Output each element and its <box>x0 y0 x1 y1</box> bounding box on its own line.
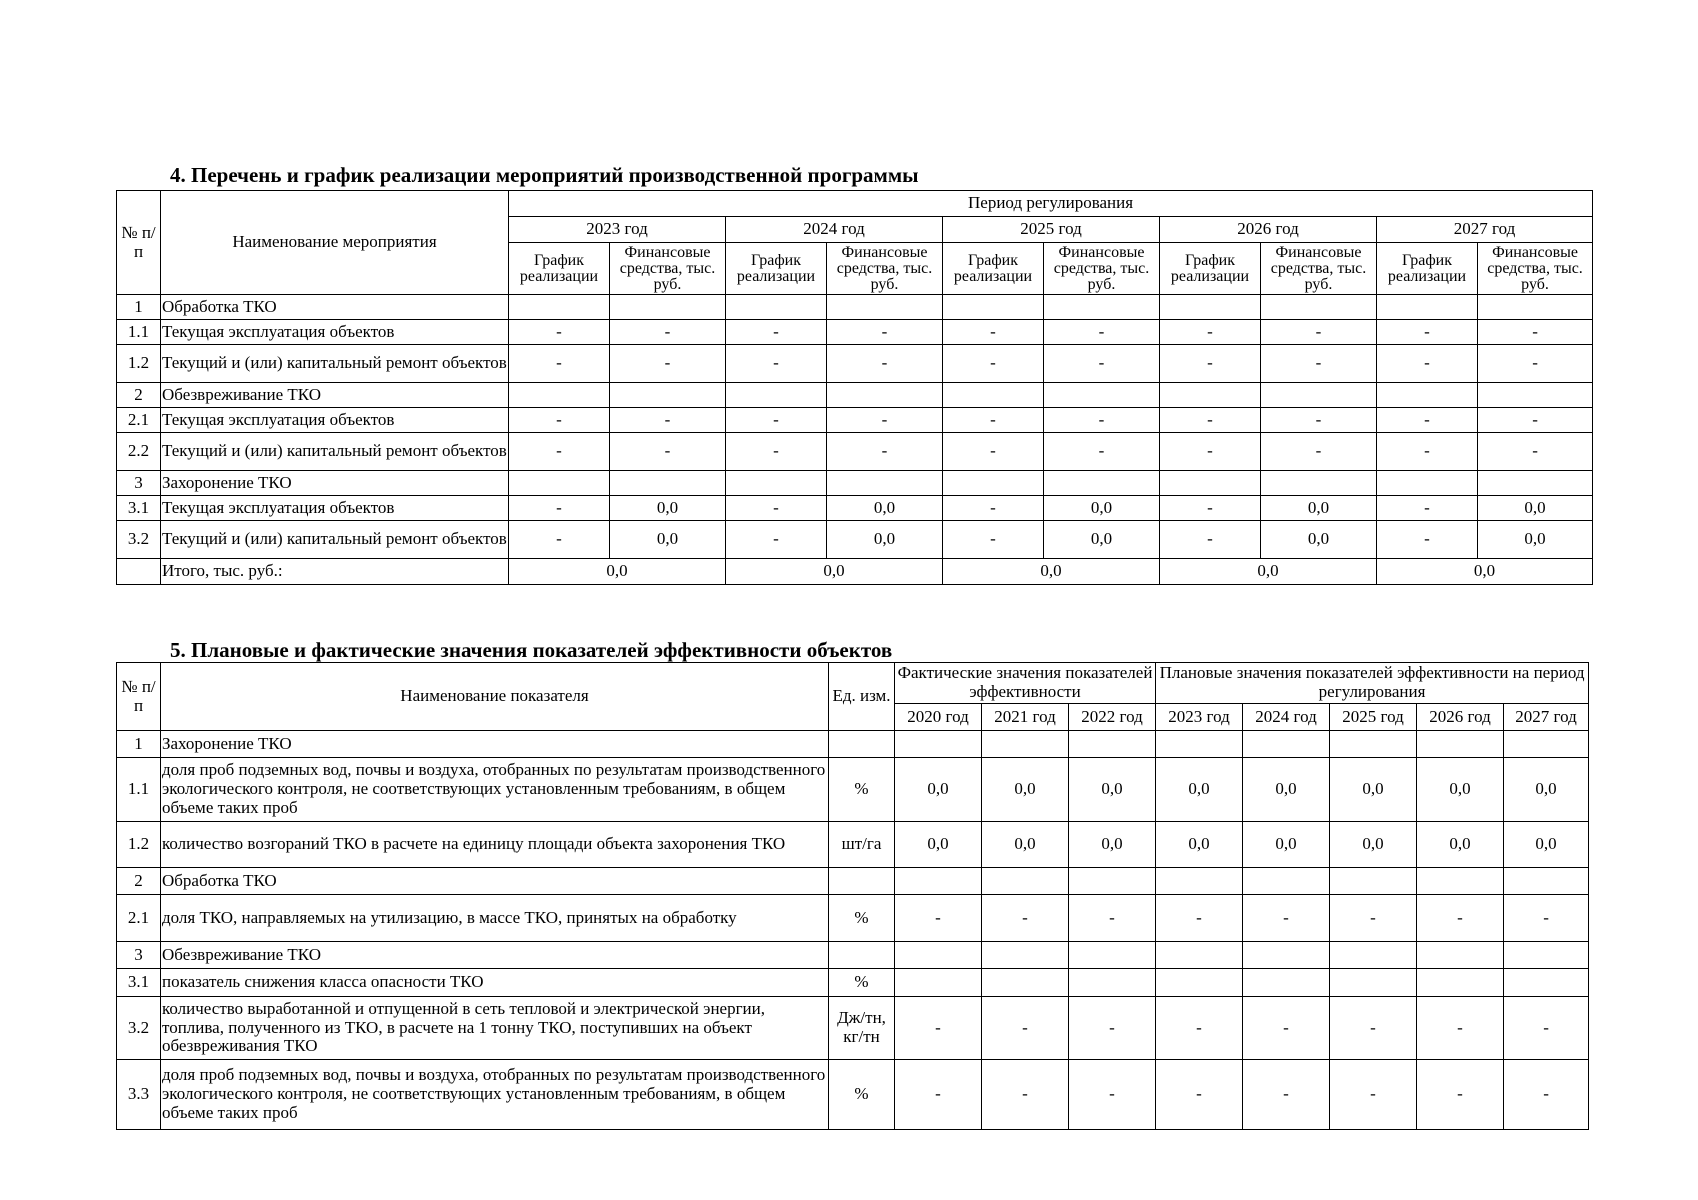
row-value <box>1504 942 1589 969</box>
header-year: 2026 год <box>1160 217 1377 243</box>
row-value: 0,0 <box>610 521 726 559</box>
header-finance: Финансовые средства, тыс. руб. <box>610 243 726 295</box>
row-value: - <box>1160 320 1261 345</box>
row-value: - <box>943 408 1044 433</box>
row-value: - <box>943 345 1044 383</box>
header-year: 2027 год <box>1504 704 1589 731</box>
row-value: 0,0 <box>1504 822 1589 868</box>
row-value: - <box>726 408 827 433</box>
total-value: 0,0 <box>726 559 943 585</box>
row-name: Текущая эксплуатация объектов <box>161 496 509 521</box>
row-value <box>1261 295 1377 320</box>
row-value: - <box>1044 433 1160 471</box>
row-value: - <box>1330 1060 1417 1130</box>
row-number: 3.2 <box>117 521 161 559</box>
row-name: Текущая эксплуатация объектов <box>161 408 509 433</box>
row-value: - <box>1330 895 1417 942</box>
row-number: 3.2 <box>117 997 161 1060</box>
row-value: - <box>1044 345 1160 383</box>
row-value: 0,0 <box>1417 822 1504 868</box>
row-value: 0,0 <box>895 758 982 822</box>
row-value: - <box>509 345 610 383</box>
row-value: 0,0 <box>1044 496 1160 521</box>
row-value: 0,0 <box>827 521 943 559</box>
row-value: - <box>1069 895 1156 942</box>
row-value: - <box>1156 997 1243 1060</box>
row-number: 2.1 <box>117 895 161 942</box>
row-value <box>1044 295 1160 320</box>
total-value: 0,0 <box>1160 559 1377 585</box>
row-name: количество выработанной и отпущенной в сеть тепловой и электрической энергии, топлива, полученного из ТКО, в расчете на 1 тонну ТКО, поступивших на объект обезвреживания ТКО <box>161 997 829 1060</box>
row-name: Обработка ТКО <box>161 868 829 895</box>
table-row <box>117 295 1593 320</box>
row-value: - <box>1478 345 1593 383</box>
row-value <box>895 731 982 758</box>
section-5-title: 5. Плановые и фактические значения показателей эффективности объектов <box>170 638 893 662</box>
row-number: 2 <box>117 868 161 895</box>
header-finance: Финансовые средства, тыс. руб. <box>827 243 943 295</box>
table-row <box>117 521 1593 559</box>
row-value <box>1330 868 1417 895</box>
row-value <box>1160 295 1261 320</box>
row-value <box>1243 731 1330 758</box>
row-value <box>1156 731 1243 758</box>
row-value <box>1069 731 1156 758</box>
row-value <box>1330 969 1417 997</box>
row-number: 1.1 <box>117 758 161 822</box>
row-value <box>1478 383 1593 408</box>
row-value <box>1478 471 1593 496</box>
row-unit <box>829 942 895 969</box>
row-value <box>1243 868 1330 895</box>
header-planned: Плановые значения показателей эффективности на период регулирования <box>1156 663 1589 704</box>
table-row <box>117 433 1593 471</box>
row-value <box>895 969 982 997</box>
table-row <box>117 320 1593 345</box>
table-row <box>117 345 1593 383</box>
row-name: Текущий и (или) капитальный ремонт объектов <box>161 521 509 559</box>
row-value: - <box>1160 345 1261 383</box>
row-value: - <box>895 895 982 942</box>
row-value: - <box>1377 408 1478 433</box>
header-schedule: График реализации <box>1377 243 1478 295</box>
header-year: 2022 год <box>1069 704 1156 731</box>
row-value: - <box>1261 345 1377 383</box>
row-value <box>1261 471 1377 496</box>
row-value <box>943 471 1044 496</box>
row-value: - <box>726 496 827 521</box>
row-value: 0,0 <box>1330 758 1417 822</box>
row-value <box>610 383 726 408</box>
row-value: - <box>1377 345 1478 383</box>
row-value <box>895 868 982 895</box>
row-value: - <box>1044 408 1160 433</box>
row-value: - <box>1330 997 1417 1060</box>
total-value: 0,0 <box>1377 559 1593 585</box>
row-value: - <box>610 433 726 471</box>
row-value <box>943 295 1044 320</box>
row-value <box>1504 731 1589 758</box>
row-value: - <box>1417 895 1504 942</box>
row-value <box>509 383 610 408</box>
row-value: - <box>726 345 827 383</box>
row-value: - <box>1417 1060 1504 1130</box>
table-row <box>117 822 1589 868</box>
row-value <box>509 471 610 496</box>
row-value <box>726 383 827 408</box>
row-value: - <box>509 433 610 471</box>
row-value: - <box>509 320 610 345</box>
table-row <box>117 997 1589 1060</box>
row-unit: % <box>829 969 895 997</box>
header-finance: Финансовые средства, тыс. руб. <box>1044 243 1160 295</box>
row-value: - <box>827 345 943 383</box>
row-value: 0,0 <box>1243 822 1330 868</box>
row-value <box>610 295 726 320</box>
row-value: - <box>1243 1060 1330 1130</box>
row-value: - <box>1243 895 1330 942</box>
row-value <box>1377 383 1478 408</box>
row-value <box>895 942 982 969</box>
header-schedule: График реализации <box>726 243 827 295</box>
row-value: - <box>726 320 827 345</box>
header-name: Наименование показателя <box>161 663 829 731</box>
row-value: - <box>827 320 943 345</box>
table-row <box>117 1060 1589 1130</box>
row-number: 1 <box>117 731 161 758</box>
row-value: - <box>509 408 610 433</box>
row-value: - <box>610 345 726 383</box>
row-value: 0,0 <box>1243 758 1330 822</box>
row-value: - <box>982 1060 1069 1130</box>
row-value <box>1330 731 1417 758</box>
row-number: 2 <box>117 383 161 408</box>
row-value: - <box>1044 320 1160 345</box>
row-number: 3.3 <box>117 1060 161 1130</box>
row-value: - <box>1377 496 1478 521</box>
row-value <box>726 295 827 320</box>
row-value: - <box>1261 408 1377 433</box>
row-unit <box>829 731 895 758</box>
row-value <box>982 868 1069 895</box>
row-value <box>1069 868 1156 895</box>
table-row <box>117 471 1593 496</box>
row-value: - <box>1478 408 1593 433</box>
row-value: 0,0 <box>1069 822 1156 868</box>
row-value: - <box>1377 320 1478 345</box>
row-value: - <box>1478 320 1593 345</box>
row-value <box>1478 295 1593 320</box>
total-number <box>117 559 161 585</box>
row-value <box>1377 471 1478 496</box>
header-year: 2023 год <box>1156 704 1243 731</box>
table-row <box>117 895 1589 942</box>
row-value: - <box>827 433 943 471</box>
row-value: - <box>1504 997 1589 1060</box>
row-value <box>827 383 943 408</box>
header-row <box>117 191 1593 217</box>
row-value: - <box>610 320 726 345</box>
row-value <box>1069 942 1156 969</box>
table-row <box>117 383 1593 408</box>
row-value: - <box>1160 433 1261 471</box>
row-value: - <box>1377 433 1478 471</box>
row-unit: шт/га <box>829 822 895 868</box>
row-value <box>1261 383 1377 408</box>
row-value: 0,0 <box>1417 758 1504 822</box>
row-value <box>1156 969 1243 997</box>
row-name: Захоронение ТКО <box>161 731 829 758</box>
row-name: количество возгораний ТКО в расчете на единицу площади объекта захоронения ТКО <box>161 822 829 868</box>
row-value <box>1417 969 1504 997</box>
row-value: 0,0 <box>982 822 1069 868</box>
row-name: Захоронение ТКО <box>161 471 509 496</box>
row-value: 0,0 <box>1156 822 1243 868</box>
row-value: 0,0 <box>827 496 943 521</box>
row-value <box>509 295 610 320</box>
total-row <box>117 559 1593 585</box>
row-value: - <box>982 997 1069 1060</box>
row-value: 0,0 <box>982 758 1069 822</box>
row-value: - <box>509 521 610 559</box>
row-unit: % <box>829 895 895 942</box>
row-value: - <box>1417 997 1504 1060</box>
table-row <box>117 758 1589 822</box>
row-value: 0,0 <box>1044 521 1160 559</box>
header-schedule: График реализации <box>1160 243 1261 295</box>
row-name: доля проб подземных вод, почвы и воздуха, отобранных по результатам производственного экологического контроля, не соответствующих установленным требованиям, в общем объеме таких проб <box>161 758 829 822</box>
row-number: 2.1 <box>117 408 161 433</box>
row-value: 0,0 <box>1261 496 1377 521</box>
row-value: - <box>1160 521 1261 559</box>
header-name: Наименование мероприятия <box>161 191 509 295</box>
row-value <box>827 471 943 496</box>
row-number: 1.1 <box>117 320 161 345</box>
production-program-table <box>116 190 1593 585</box>
header-year: 2026 год <box>1417 704 1504 731</box>
row-value: - <box>1261 433 1377 471</box>
row-number: 1 <box>117 295 161 320</box>
row-value <box>982 969 1069 997</box>
row-number: 3.1 <box>117 969 161 997</box>
row-value: - <box>1478 433 1593 471</box>
table-row <box>117 408 1593 433</box>
row-name: доля проб подземных вод, почвы и воздуха, отобранных по результатам производственного экологического контроля, не соответствующих установленным требованиям, в общем объеме таких проб <box>161 1060 829 1130</box>
row-value: - <box>726 433 827 471</box>
row-number: 1.2 <box>117 345 161 383</box>
row-value <box>1504 868 1589 895</box>
section-4-title: 4. Перечень и график реализации мероприятий производственной программы <box>170 163 919 187</box>
row-unit: % <box>829 758 895 822</box>
row-value <box>1160 471 1261 496</box>
row-value: - <box>1377 521 1478 559</box>
header-year: 2020 год <box>895 704 982 731</box>
row-value: 0,0 <box>1069 758 1156 822</box>
row-value: 0,0 <box>1261 521 1377 559</box>
row-value <box>610 471 726 496</box>
efficiency-indicators-table <box>116 662 1589 1130</box>
total-label: Итого, тыс. руб.: <box>161 559 509 585</box>
row-value: - <box>895 997 982 1060</box>
table-row <box>117 868 1589 895</box>
row-value <box>1417 731 1504 758</box>
row-number: 3.1 <box>117 496 161 521</box>
row-value: - <box>1069 997 1156 1060</box>
row-number: 2.2 <box>117 433 161 471</box>
row-value: - <box>1261 320 1377 345</box>
header-year: 2025 год <box>1330 704 1417 731</box>
row-value: - <box>827 408 943 433</box>
row-value: - <box>1156 895 1243 942</box>
header-year: 2021 год <box>982 704 1069 731</box>
row-value: - <box>895 1060 982 1130</box>
header-year: 2025 год <box>943 217 1160 243</box>
row-number: 3 <box>117 471 161 496</box>
row-value: - <box>982 895 1069 942</box>
row-number: 1.2 <box>117 822 161 868</box>
row-value: - <box>509 496 610 521</box>
total-value: 0,0 <box>509 559 726 585</box>
row-value: - <box>943 320 1044 345</box>
row-value: - <box>1156 1060 1243 1130</box>
header-finance: Финансовые средства, тыс. руб. <box>1478 243 1593 295</box>
row-unit <box>829 868 895 895</box>
row-name: Текущая эксплуатация объектов <box>161 320 509 345</box>
row-value: 0,0 <box>1156 758 1243 822</box>
row-value <box>1377 295 1478 320</box>
row-value: - <box>1243 997 1330 1060</box>
table-row <box>117 731 1589 758</box>
row-name: Обработка ТКО <box>161 295 509 320</box>
row-unit: Дж/тн, кг/тн <box>829 997 895 1060</box>
header-year: 2024 год <box>1243 704 1330 731</box>
table-row <box>117 496 1593 521</box>
row-name: Обезвреживание ТКО <box>161 942 829 969</box>
row-value <box>1504 969 1589 997</box>
row-value <box>1330 942 1417 969</box>
row-value <box>827 295 943 320</box>
row-value: 0,0 <box>1478 521 1593 559</box>
row-name: Текущий и (или) капитальный ремонт объектов <box>161 345 509 383</box>
row-value: - <box>726 521 827 559</box>
row-value <box>1160 383 1261 408</box>
row-value <box>1417 942 1504 969</box>
row-value: - <box>1160 496 1261 521</box>
row-value: - <box>943 433 1044 471</box>
total-value: 0,0 <box>943 559 1160 585</box>
row-value: - <box>1504 895 1589 942</box>
row-value: - <box>1160 408 1261 433</box>
row-value: - <box>943 521 1044 559</box>
row-value: 0,0 <box>1330 822 1417 868</box>
header-unit: Ед. изм. <box>829 663 895 731</box>
row-name: показатель снижения класса опасности ТКО <box>161 969 829 997</box>
row-value: 0,0 <box>1478 496 1593 521</box>
row-name: Текущий и (или) капитальный ремонт объектов <box>161 433 509 471</box>
row-value: - <box>610 408 726 433</box>
row-value: 0,0 <box>895 822 982 868</box>
row-value <box>1243 969 1330 997</box>
row-number: 3 <box>117 942 161 969</box>
header-schedule: График реализации <box>509 243 610 295</box>
row-value: 0,0 <box>1504 758 1589 822</box>
row-value <box>982 731 1069 758</box>
row-value <box>1069 969 1156 997</box>
header-year: 2027 год <box>1377 217 1593 243</box>
table-row <box>117 942 1589 969</box>
row-value: - <box>943 496 1044 521</box>
row-value <box>1243 942 1330 969</box>
row-value <box>1156 868 1243 895</box>
row-value: - <box>1069 1060 1156 1130</box>
header-period: Период регулирования <box>509 191 1593 217</box>
row-value <box>726 471 827 496</box>
table-row <box>117 969 1589 997</box>
row-value <box>982 942 1069 969</box>
header-finance: Финансовые средства, тыс. руб. <box>1261 243 1377 295</box>
header-year: 2023 год <box>509 217 726 243</box>
header-schedule: График реализации <box>943 243 1044 295</box>
header-num: № п/п <box>117 191 161 295</box>
row-name: Обезвреживание ТКО <box>161 383 509 408</box>
header-year: 2024 год <box>726 217 943 243</box>
header-row <box>117 663 1589 704</box>
row-unit: % <box>829 1060 895 1130</box>
row-name: доля ТКО, направляемых на утилизацию, в массе ТКО, принятых на обработку <box>161 895 829 942</box>
row-value <box>1044 471 1160 496</box>
header-num: № п/п <box>117 663 161 731</box>
header-actual: Фактические значения показателей эффективности <box>895 663 1156 704</box>
row-value <box>943 383 1044 408</box>
row-value: 0,0 <box>610 496 726 521</box>
row-value <box>1417 868 1504 895</box>
row-value <box>1156 942 1243 969</box>
row-value: - <box>1504 1060 1589 1130</box>
row-value <box>1044 383 1160 408</box>
